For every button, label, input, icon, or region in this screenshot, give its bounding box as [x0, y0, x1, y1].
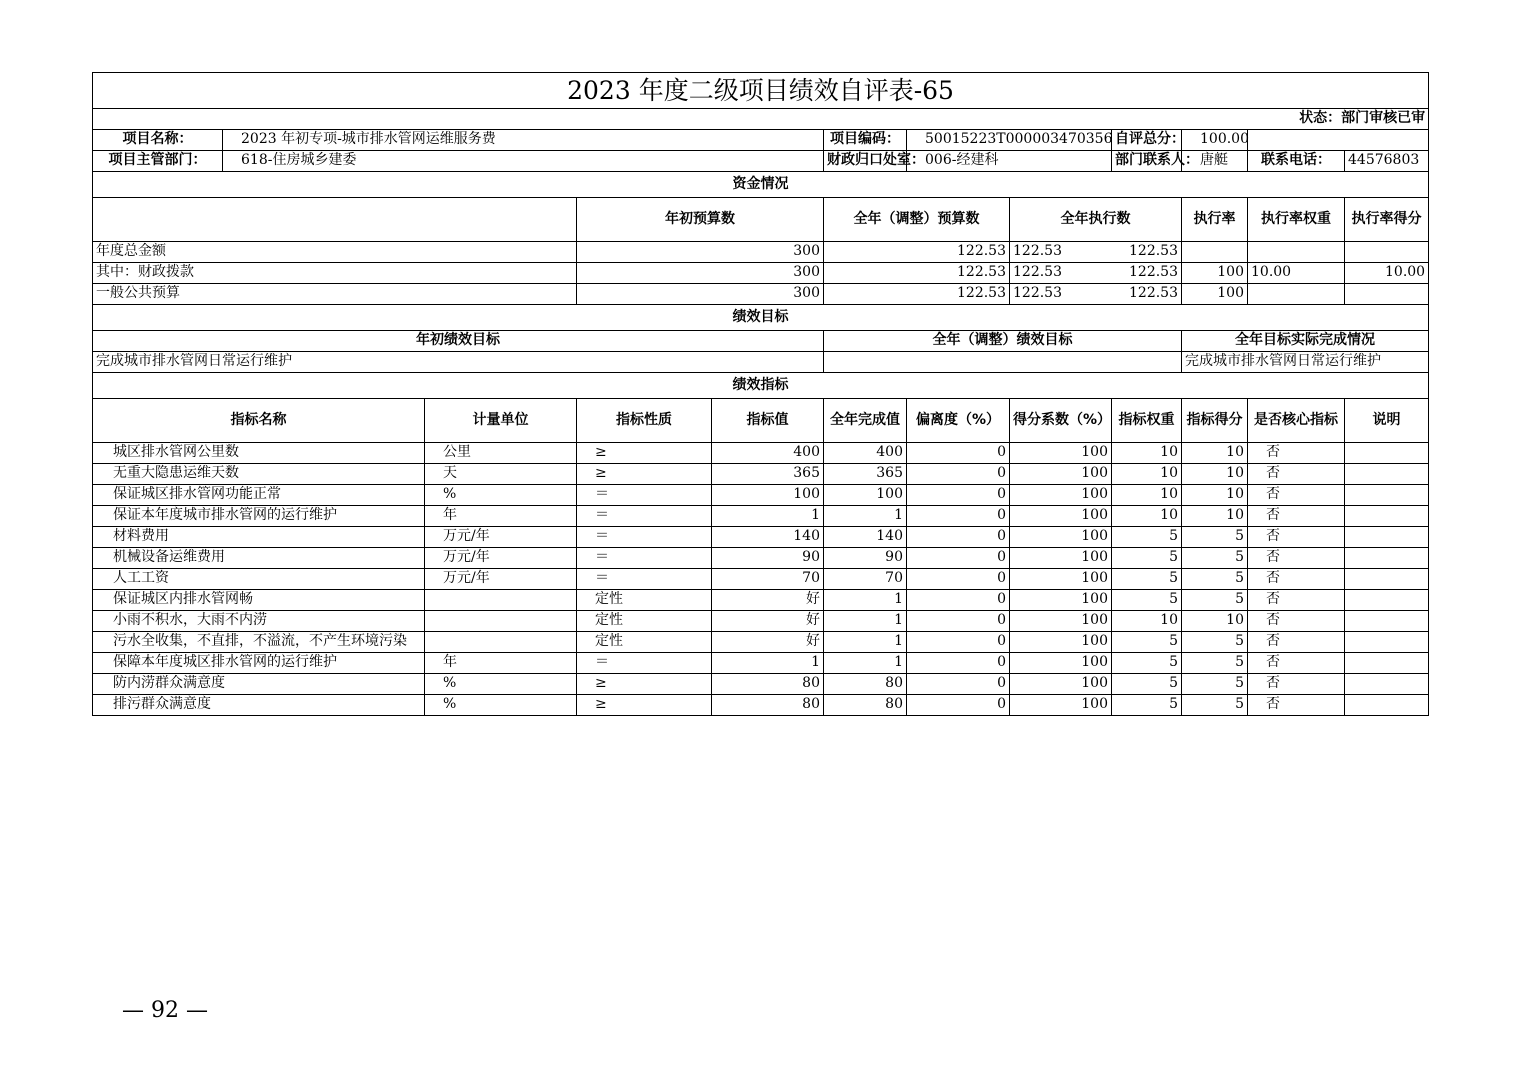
indicator-note	[1345, 506, 1429, 527]
indicator-nature: ≥	[577, 443, 712, 464]
indicator-row	[93, 548, 1429, 569]
indicator-nature: ＝	[577, 506, 712, 527]
indicator-unit: %	[425, 674, 577, 695]
indicators-section-title: 绩效指标	[93, 373, 1429, 399]
indicator-nature: ≥	[577, 674, 712, 695]
indicator-unit: 万元/年	[425, 548, 577, 569]
finance-label: 财政归口处室：	[824, 151, 907, 172]
indicator-coef: 100	[1010, 695, 1112, 716]
indicator-name: 保证本年度城市排水管网的运行维护	[93, 506, 425, 527]
project-code-label: 项目编码：	[824, 130, 907, 151]
indicator-row	[93, 569, 1429, 590]
indicator-unit: 年	[425, 506, 577, 527]
indicator-deviation: 0	[907, 590, 1010, 611]
indicator-score: 5	[1182, 527, 1248, 548]
indicator-coef: 100	[1010, 443, 1112, 464]
indicator-nature: 定性	[577, 611, 712, 632]
goals-adjusted	[824, 352, 1182, 373]
indicator-name: 机械设备运维费用	[93, 548, 425, 569]
indicator-name: 无重大隐患运维天数	[93, 464, 425, 485]
indicator-coef: 100	[1010, 464, 1112, 485]
indicator-value: 1	[712, 653, 824, 674]
indicator-weight: 10	[1112, 506, 1182, 527]
funds-header-initial: 年初预算数	[577, 198, 824, 242]
indicator-unit: 年	[425, 653, 577, 674]
indicator-weight: 5	[1112, 590, 1182, 611]
page-number: — 92 —	[122, 998, 208, 1023]
indicator-core: 否	[1248, 695, 1345, 716]
indicator-value: 140	[712, 527, 824, 548]
indicator-weight: 5	[1112, 632, 1182, 653]
indicator-weight: 10	[1112, 443, 1182, 464]
indicator-score: 5	[1182, 548, 1248, 569]
indicator-name: 保障本年度城区排水管网的运行维护	[93, 653, 425, 674]
phone-label: 联系电话：	[1248, 151, 1345, 172]
indicator-done: 1	[824, 590, 907, 611]
funds-name: 其中：财政拨款	[93, 263, 577, 284]
dept-value: 618-住房城乡建委	[223, 151, 824, 172]
indicator-deviation: 0	[907, 611, 1010, 632]
indicator-name: 污水全收集，不直排，不溢流，不产生环境污染	[93, 632, 425, 653]
indicator-row	[93, 632, 1429, 653]
funds-score	[1345, 284, 1429, 305]
indicator-value: 100	[712, 485, 824, 506]
indicator-name: 人工工资	[93, 569, 425, 590]
ind-header-name: 指标名称	[93, 399, 425, 443]
indicator-done: 365	[824, 464, 907, 485]
indicator-done: 70	[824, 569, 907, 590]
funds-executed-b: 122.53	[1129, 285, 1178, 302]
funds-executed	[1010, 263, 1182, 284]
funds-executed-b: 122.53	[1129, 264, 1178, 281]
indicator-value: 好	[712, 590, 824, 611]
funds-row	[93, 284, 1429, 305]
indicator-deviation: 0	[907, 485, 1010, 506]
status-badge: 状态：部门审核已审	[93, 109, 1429, 130]
ind-header-coef: 得分系数（%）	[1010, 399, 1112, 443]
indicator-weight: 5	[1112, 695, 1182, 716]
indicator-note	[1345, 632, 1429, 653]
indicator-weight: 10	[1112, 611, 1182, 632]
indicator-coef: 100	[1010, 485, 1112, 506]
indicator-done: 400	[824, 443, 907, 464]
ind-header-nature: 指标性质	[577, 399, 712, 443]
empty-cell	[1248, 130, 1429, 151]
funds-executed-a: 122.53	[1013, 243, 1062, 260]
funds-name: 年度总金额	[93, 242, 577, 263]
indicator-core: 否	[1248, 485, 1345, 506]
indicator-note	[1345, 590, 1429, 611]
score-value: 100.00	[1182, 130, 1248, 151]
ind-header-weight: 指标权重	[1112, 399, 1182, 443]
indicator-nature: ≥	[577, 695, 712, 716]
funds-executed	[1010, 242, 1182, 263]
indicator-row	[93, 464, 1429, 485]
goals-header-actual: 全年目标实际完成情况	[1182, 331, 1429, 352]
indicator-name: 防内涝群众满意度	[93, 674, 425, 695]
indicator-deviation: 0	[907, 506, 1010, 527]
indicator-value: 好	[712, 632, 824, 653]
funds-executed	[1010, 284, 1182, 305]
indicator-done: 1	[824, 506, 907, 527]
indicator-weight: 10	[1112, 485, 1182, 506]
ind-header-unit: 计量单位	[425, 399, 577, 443]
indicator-note	[1345, 569, 1429, 590]
indicator-note	[1345, 464, 1429, 485]
funds-executed-b: 122.53	[1129, 243, 1178, 260]
ind-header-done: 全年完成值	[824, 399, 907, 443]
project-name-value: 2023 年初专项-城市排水管网运维服务费	[223, 130, 824, 151]
indicator-deviation: 0	[907, 548, 1010, 569]
indicator-unit	[425, 632, 577, 653]
funds-header-adjusted: 全年（调整）预算数	[824, 198, 1010, 242]
funds-name: 一般公共预算	[93, 284, 577, 305]
indicator-unit	[425, 590, 577, 611]
indicator-deviation: 0	[907, 632, 1010, 653]
score-label: 自评总分：	[1112, 130, 1182, 151]
contact-value: 唐艇	[1182, 151, 1248, 172]
indicator-deviation: 0	[907, 695, 1010, 716]
funds-weight	[1248, 242, 1345, 263]
indicator-done: 80	[824, 695, 907, 716]
indicator-note	[1345, 653, 1429, 674]
indicator-done: 1	[824, 611, 907, 632]
indicator-core: 否	[1248, 653, 1345, 674]
ind-header-score: 指标得分	[1182, 399, 1248, 443]
funds-header-weight: 执行率权重	[1248, 198, 1345, 242]
indicator-value: 90	[712, 548, 824, 569]
phone-value: 44576803	[1345, 151, 1429, 172]
indicator-score: 5	[1182, 569, 1248, 590]
funds-weight	[1248, 284, 1345, 305]
indicator-row	[93, 674, 1429, 695]
goals-section-title: 绩效目标	[93, 305, 1429, 331]
indicator-core: 否	[1248, 506, 1345, 527]
indicator-unit: 万元/年	[425, 569, 577, 590]
indicator-score: 10	[1182, 443, 1248, 464]
indicator-nature: 定性	[577, 590, 712, 611]
indicator-value: 1	[712, 506, 824, 527]
indicator-core: 否	[1248, 632, 1345, 653]
indicator-unit: %	[425, 485, 577, 506]
indicator-core: 否	[1248, 464, 1345, 485]
indicator-core: 否	[1248, 548, 1345, 569]
indicator-weight: 5	[1112, 653, 1182, 674]
finance-value: 006-经建科	[907, 151, 1112, 172]
ind-header-note: 说明	[1345, 399, 1429, 443]
funds-initial: 300	[577, 242, 824, 263]
indicator-score: 5	[1182, 632, 1248, 653]
indicator-nature: ＝	[577, 548, 712, 569]
indicator-name: 小雨不积水，大雨不内涝	[93, 611, 425, 632]
indicator-name: 材料费用	[93, 527, 425, 548]
indicator-name: 保证城区内排水管网畅	[93, 590, 425, 611]
goals-header-initial: 年初绩效目标	[93, 331, 824, 352]
indicator-deviation: 0	[907, 527, 1010, 548]
funds-rate: 100	[1182, 263, 1248, 284]
indicator-deviation: 0	[907, 569, 1010, 590]
funds-section-title: 资金情况	[93, 172, 1429, 198]
ind-header-deviation: 偏离度（%）	[907, 399, 1010, 443]
indicator-row	[93, 611, 1429, 632]
indicator-weight: 5	[1112, 674, 1182, 695]
indicator-deviation: 0	[907, 674, 1010, 695]
indicator-nature: ＝	[577, 527, 712, 548]
indicator-note	[1345, 527, 1429, 548]
funds-weight: 10.00	[1248, 263, 1345, 284]
funds-adjusted: 122.53	[824, 284, 1010, 305]
indicator-coef: 100	[1010, 611, 1112, 632]
indicator-row	[93, 653, 1429, 674]
indicator-core: 否	[1248, 611, 1345, 632]
indicator-value: 好	[712, 611, 824, 632]
indicator-row	[93, 527, 1429, 548]
indicator-note	[1345, 611, 1429, 632]
indicator-nature: ＝	[577, 653, 712, 674]
indicator-unit: %	[425, 695, 577, 716]
funds-header-score: 执行率得分	[1345, 198, 1429, 242]
indicator-note	[1345, 674, 1429, 695]
indicator-core: 否	[1248, 527, 1345, 548]
contact-label: 部门联系人：	[1112, 151, 1182, 172]
indicator-note	[1345, 443, 1429, 464]
funds-rate	[1182, 242, 1248, 263]
performance-table	[92, 72, 1429, 716]
indicator-coef: 100	[1010, 527, 1112, 548]
indicator-name: 排污群众满意度	[93, 695, 425, 716]
funds-adjusted: 122.53	[824, 242, 1010, 263]
indicator-deviation: 0	[907, 653, 1010, 674]
indicator-weight: 5	[1112, 527, 1182, 548]
indicator-unit: 万元/年	[425, 527, 577, 548]
indicator-row	[93, 506, 1429, 527]
indicator-score: 10	[1182, 506, 1248, 527]
indicator-coef: 100	[1010, 569, 1112, 590]
indicator-done: 90	[824, 548, 907, 569]
indicator-unit	[425, 611, 577, 632]
funds-rate: 100	[1182, 284, 1248, 305]
indicator-deviation: 0	[907, 464, 1010, 485]
indicator-value: 400	[712, 443, 824, 464]
indicator-done: 80	[824, 674, 907, 695]
indicator-coef: 100	[1010, 548, 1112, 569]
dept-label: 项目主管部门：	[93, 151, 223, 172]
goals-actual: 完成城市排水管网日常运行维护	[1182, 352, 1429, 373]
indicator-unit: 天	[425, 464, 577, 485]
funds-score: 10.00	[1345, 263, 1429, 284]
indicator-score: 5	[1182, 674, 1248, 695]
indicator-name: 保证城区排水管网功能正常	[93, 485, 425, 506]
indicator-done: 140	[824, 527, 907, 548]
indicator-value: 70	[712, 569, 824, 590]
indicator-core: 否	[1248, 674, 1345, 695]
funds-header-blank	[93, 198, 577, 242]
project-name-label: 项目名称：	[93, 130, 223, 151]
indicator-row	[93, 443, 1429, 464]
indicator-coef: 100	[1010, 506, 1112, 527]
indicator-core: 否	[1248, 443, 1345, 464]
indicator-score: 5	[1182, 653, 1248, 674]
funds-row	[93, 263, 1429, 284]
funds-adjusted: 122.53	[824, 263, 1010, 284]
goals-header-adjusted: 全年（调整）绩效目标	[824, 331, 1182, 352]
funds-score	[1345, 242, 1429, 263]
indicator-note	[1345, 485, 1429, 506]
indicator-value: 365	[712, 464, 824, 485]
indicator-unit: 公里	[425, 443, 577, 464]
indicator-value: 80	[712, 695, 824, 716]
indicator-coef: 100	[1010, 674, 1112, 695]
indicator-coef: 100	[1010, 653, 1112, 674]
funds-header-executed: 全年执行数	[1010, 198, 1182, 242]
indicator-weight: 5	[1112, 569, 1182, 590]
funds-executed-a: 122.53	[1013, 264, 1062, 281]
page-title: 2023 年度二级项目绩效自评表-65	[93, 73, 1429, 109]
funds-header-rate: 执行率	[1182, 198, 1248, 242]
indicator-weight: 5	[1112, 548, 1182, 569]
indicator-coef: 100	[1010, 632, 1112, 653]
ind-header-core: 是否核心指标	[1248, 399, 1345, 443]
indicator-note	[1345, 548, 1429, 569]
indicator-done: 1	[824, 653, 907, 674]
indicator-done: 100	[824, 485, 907, 506]
indicator-done: 1	[824, 632, 907, 653]
indicator-row	[93, 695, 1429, 716]
indicator-note	[1345, 695, 1429, 716]
goals-initial: 完成城市排水管网日常运行维护	[93, 352, 824, 373]
indicator-score: 5	[1182, 590, 1248, 611]
funds-executed-a: 122.53	[1013, 285, 1062, 302]
indicator-coef: 100	[1010, 590, 1112, 611]
funds-row	[93, 242, 1429, 263]
indicator-core: 否	[1248, 569, 1345, 590]
ind-header-value: 指标值	[712, 399, 824, 443]
indicator-score: 10	[1182, 611, 1248, 632]
funds-initial: 300	[577, 284, 824, 305]
indicator-nature: ＝	[577, 569, 712, 590]
indicator-score: 5	[1182, 695, 1248, 716]
project-code-value: 50015223T000003470356	[907, 130, 1112, 151]
indicator-weight: 10	[1112, 464, 1182, 485]
indicator-nature: ＝	[577, 485, 712, 506]
indicator-row	[93, 590, 1429, 611]
indicator-value: 80	[712, 674, 824, 695]
indicator-deviation: 0	[907, 443, 1010, 464]
indicator-score: 10	[1182, 464, 1248, 485]
indicator-core: 否	[1248, 590, 1345, 611]
indicator-nature: 定性	[577, 632, 712, 653]
indicator-name: 城区排水管网公里数	[93, 443, 425, 464]
indicator-nature: ≥	[577, 464, 712, 485]
funds-initial: 300	[577, 263, 824, 284]
indicator-row	[93, 485, 1429, 506]
indicator-score: 10	[1182, 485, 1248, 506]
